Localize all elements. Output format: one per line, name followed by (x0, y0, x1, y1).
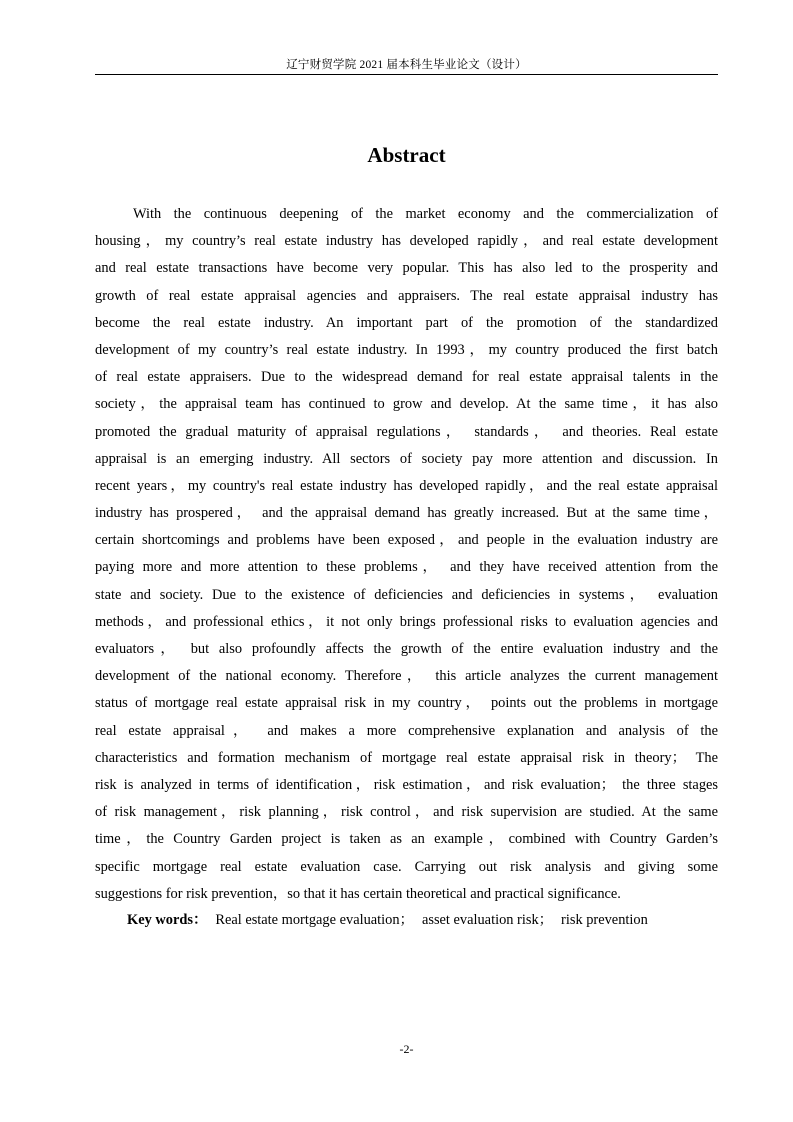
abstract-line: industry has prospered， and the appraisal demand has greatly increased. But at the same time， (95, 505, 718, 522)
abstract-line: development of the national economy. Therefore， this article analyzes the current management (95, 668, 718, 685)
abstract-line: certain shortcomings and problems have been exposed，and people in the evaluation industry are (95, 532, 718, 549)
abstract-line: With the continuous deepening of the market economy and the commercialization of (133, 206, 718, 222)
abstract-line: become the real estate industry. An important part of the promotion of the standardized (95, 314, 718, 331)
abstract-line: suggestions for risk prevention，so that it has certain theoretical and practical significance. (95, 885, 621, 902)
abstract-line: development of my country’s real estate industry. In 1993，my country produced the first batch (95, 341, 718, 358)
abstract-line: housing，my country’s real estate industry has developed rapidly，and real estate development (95, 233, 718, 250)
abstract-line: society，the appraisal team has continued to grow and develop. At the same time，it has also (95, 396, 718, 413)
abstract-title: Abstract (367, 143, 446, 167)
abstract-line: methods，and professional ethics，it not only brings professional risks to evaluation agencies and (95, 613, 718, 630)
abstract-line: of real estate appraisers. Due to the widespread demand for real estate appraisal talents in the (95, 369, 718, 386)
abstract-line: promoted the gradual maturity of appraisal regulations， standards， and theories. Real estate (95, 423, 718, 440)
header-rule (95, 74, 718, 75)
keywords-label: Key words： (127, 912, 208, 928)
abstract-line: recent years，my country's real estate industry has developed rapidly，and the real estate appraisal (95, 477, 718, 494)
page-number: -2- (399, 1042, 414, 1056)
page-header: 辽宁财贸学院 2021 届本科生毕业论文（设计） (286, 59, 527, 71)
abstract-line: and real estate transactions have become very popular. This has also led to the prosperity and (95, 260, 718, 277)
abstract-line: paying more and more attention to these problems， and they have received attention from the (95, 559, 718, 576)
keyword-item: risk prevention (561, 912, 648, 928)
keywords-line (127, 907, 648, 934)
abstract-line: time，the Country Garden project is taken as an example，combined with Country Garden’s (95, 831, 718, 848)
keyword-item: Real estate mortgage evaluation； (215, 912, 414, 928)
abstract-line: growth of real estate appraisal agencies and appraisers. The real estate appraisal industry has (95, 287, 718, 304)
abstract-line: characteristics and formation mechanism of mortgage real estate appraisal risk in theory； The (95, 749, 718, 766)
abstract-line: risk is analyzed in terms of identification，risk estimation，and risk evaluation； the three stages (95, 776, 718, 793)
abstract-line: appraisal is an emerging industry. All sectors of society pay more attention and discussion. In (95, 450, 718, 467)
abstract-line: state and society. Due to the existence of deficiencies and deficiencies in systems， evaluation (95, 586, 718, 603)
abstract-line: of risk management，risk planning，risk control，and risk supervision are studied. At the same (95, 804, 718, 821)
abstract-line: status of mortgage real estate appraisal risk in my country， points out the problems in mortgage (95, 695, 718, 712)
abstract-line: evaluators， but also profoundly affects the growth of the entire evaluation industry and the (95, 641, 718, 657)
abstract-line: specific mortgage real estate evaluation case. Carrying out risk analysis and giving some (95, 858, 718, 875)
abstract-body (95, 201, 718, 908)
abstract-line: real estate appraisal， and makes a more comprehensive explanation and analysis of the (95, 722, 718, 739)
keyword-item: asset evaluation risk； (421, 912, 554, 928)
